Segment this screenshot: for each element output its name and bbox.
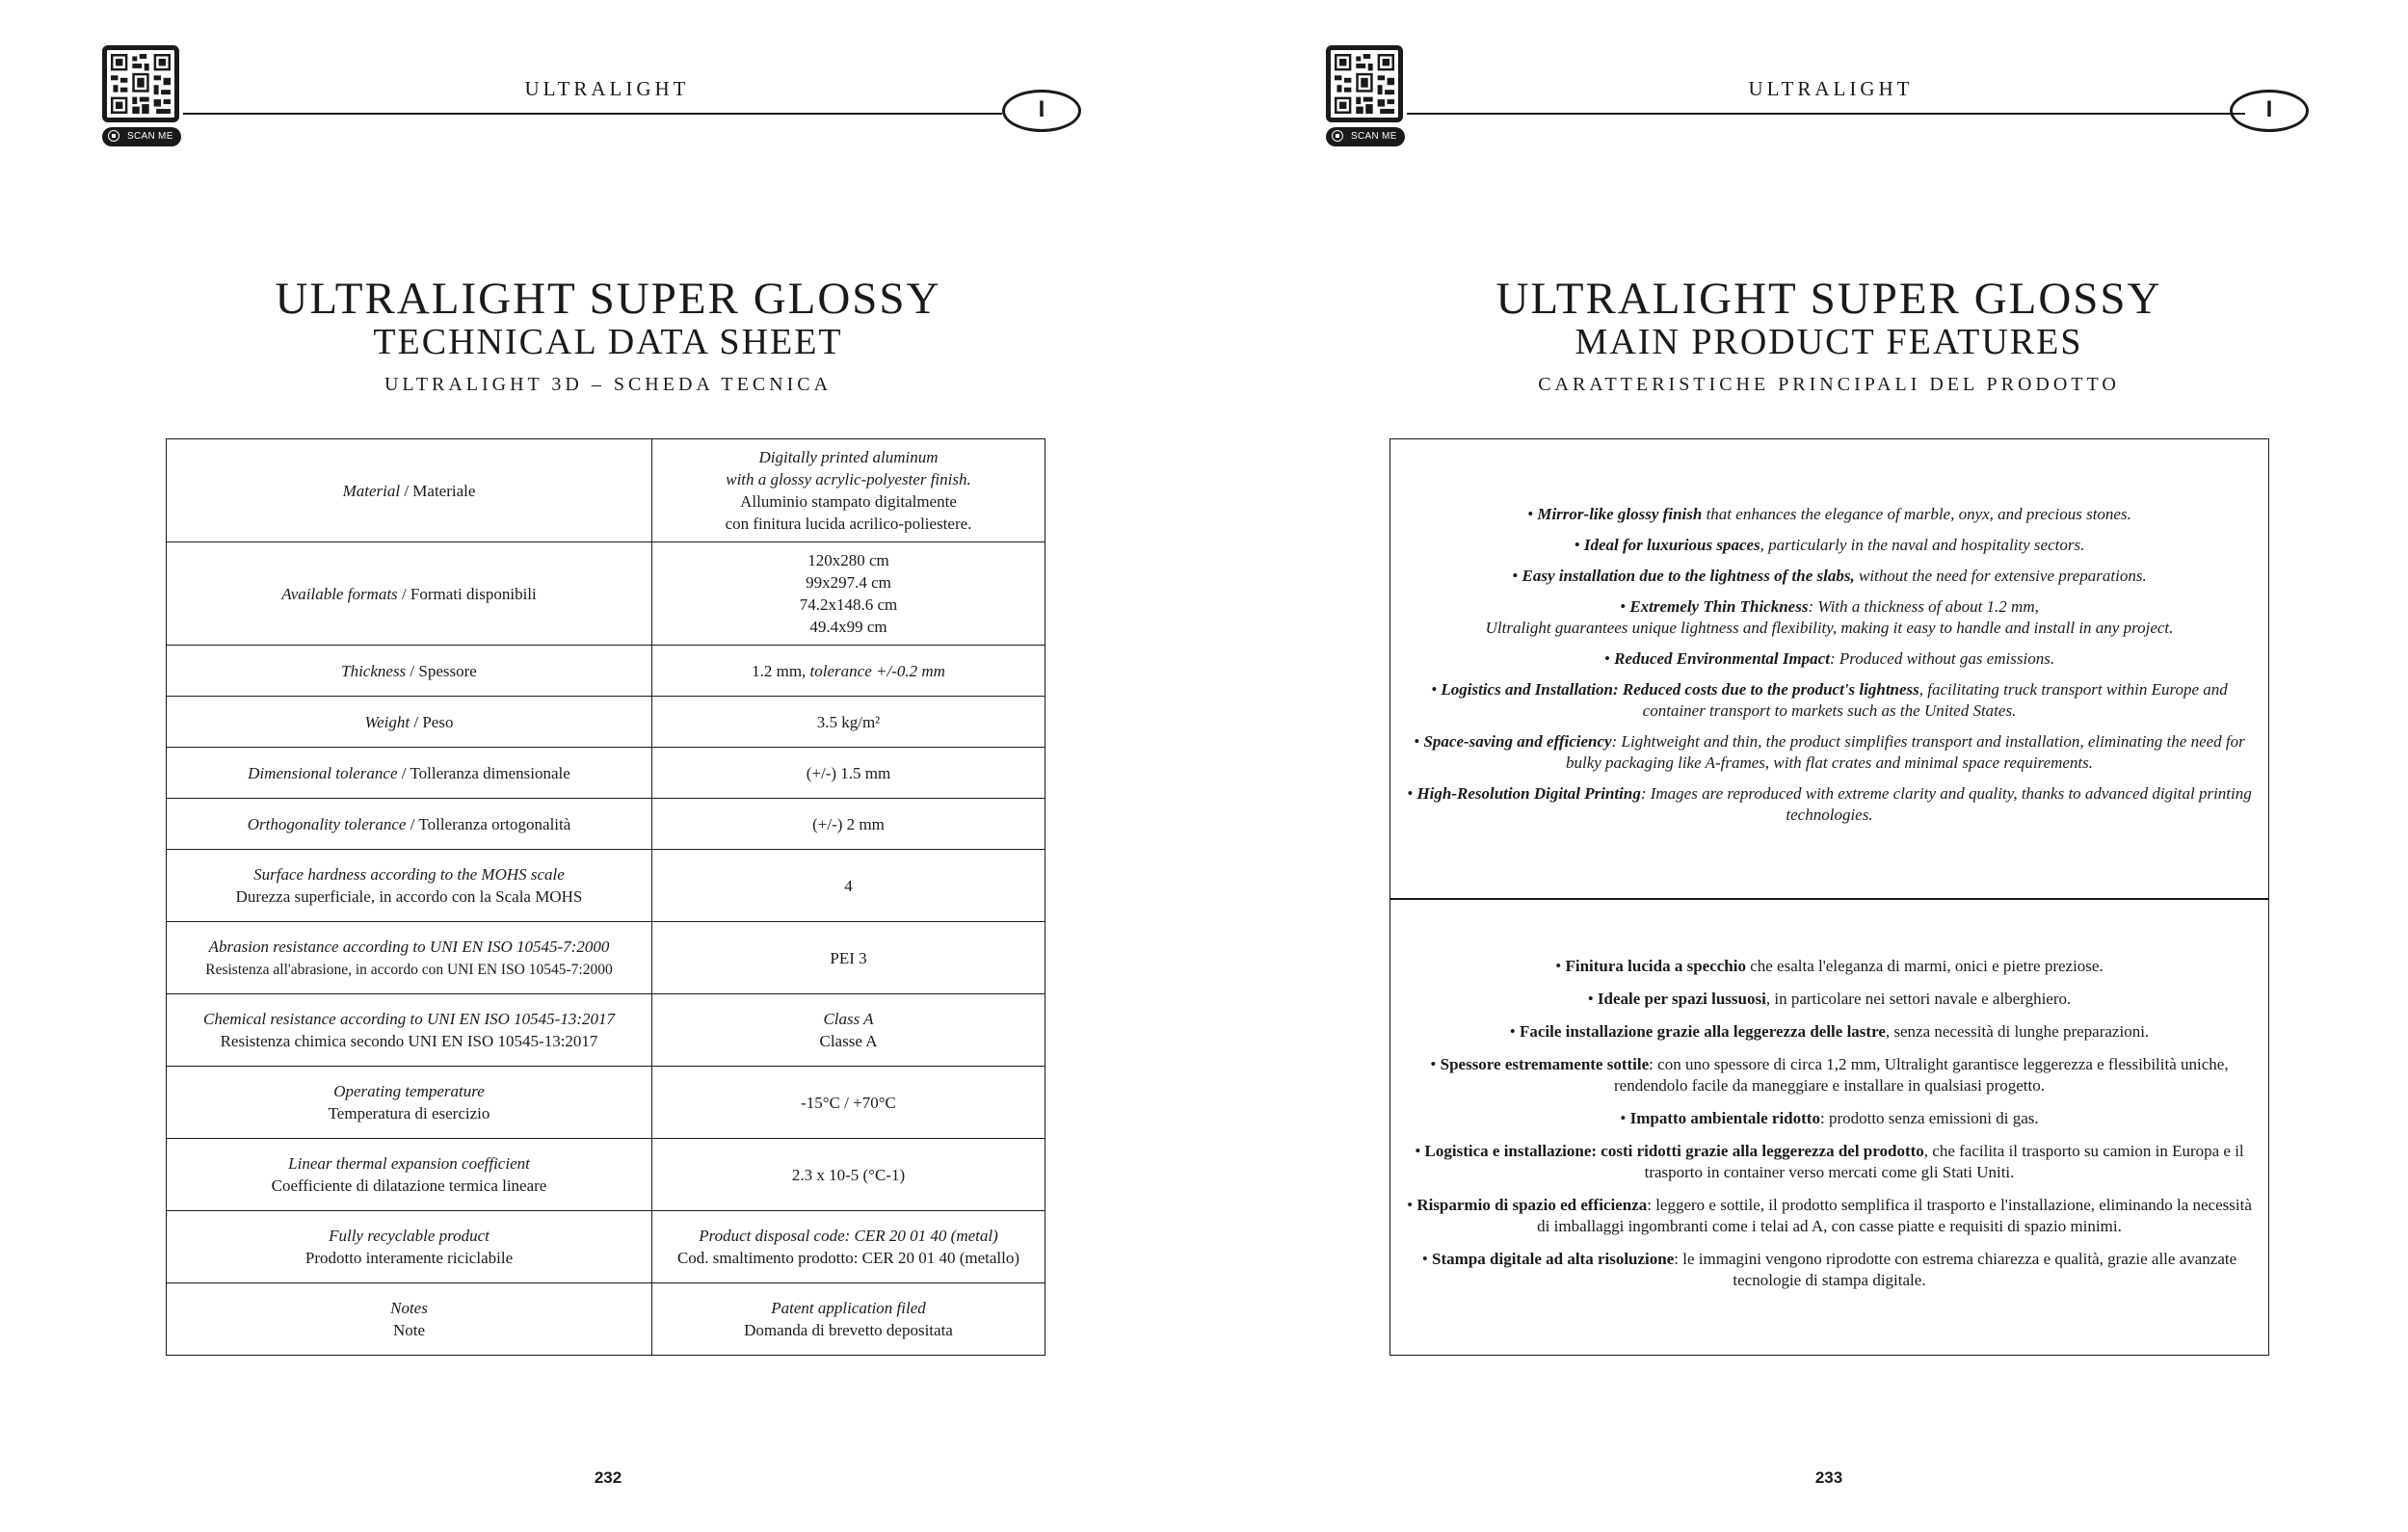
table-key-cell: Available formats / Formati disponibili [167,542,652,646]
table-key-cell: Linear thermal expansion coefficient Coefficiente di dilatazione termica lineare [167,1139,652,1211]
features-list-italian [1400,956,2259,1303]
list-item: • High-Resolution Digital Printing: Images are reproduced with extreme clarity and quality, thanks to advanced digital printing technologies. [1400,783,2259,826]
running-header: ULTRALIGHT [1748,77,1914,100]
page-subtitle-italian: ULTRALIGHT 3D – SCHEDA TECNICA [384,374,833,395]
qr-code-icon[interactable] [102,45,179,122]
table-key-cell: Weight / Peso [167,697,652,748]
table-row [167,1283,1045,1356]
table-row [167,1139,1045,1211]
table-value-cell: (+/-) 1.5 mm [652,748,1045,799]
scan-me-label: SCAN ME [127,131,173,142]
list-item: • Ideal for luxurious spaces, particularly in the naval and hospitality sectors. [1400,535,2259,556]
table-row [167,748,1045,799]
list-item: • Facile installazione grazie alla leggerezza delle lastre, senza necessità di lunghe preparazioni. [1400,1021,2259,1043]
list-item: • Logistica e installazione: costi ridotti grazie alla leggerezza del prodotto, che facilita il trasporto su camion in Europa e il trasporto in container verso mercati come gli Stati Uniti. [1400,1141,2259,1183]
qr-code-pattern [1335,54,1394,114]
table-value-cell: 1.2 mm, tolerance +/-0.2 mm [652,646,1045,697]
scan-icon [108,130,119,142]
table-value-cell: Digitally printed aluminum with a glossy acrylic-polyester finish. Alluminio stampato digitalmente con finitura lucida acrilico-poliestere. [652,439,1045,542]
list-item: • Risparmio di spazio ed efficienza: leggero e sottile, il prodotto semplifica il trasporto e l'installazione, eliminando la necessità di imballaggi ingombranti come i telai ad A, con casse piatte e requisiti di spazio minimi. [1400,1195,2259,1237]
qr-code-pattern [111,54,171,114]
table-key-cell: Material / Materiale [167,439,652,542]
table-row [167,850,1045,922]
scan-me-label: SCAN ME [1351,131,1397,142]
table-row [167,1211,1045,1283]
table-row [167,1067,1045,1139]
list-item: • Space-saving and efficiency: Lightweight and thin, the product simplifies transport and installation, eliminating the need for bulky packaging like A-frames, with flat crates and minimal space requirements. [1400,731,2259,774]
list-item: • Finitura lucida a specchio che esalta l'eleganza di marmi, onici e pietre preziose. [1400,956,2259,977]
table-row [167,542,1045,646]
page-subtitle-italian: CARATTERISTICHE PRINCIPALI DEL PRODOTTO [1538,374,2120,395]
table-key-cell: Notes Note [167,1283,652,1356]
table-value-cell: Class A Classe A [652,994,1045,1067]
list-item: • Mirror-like glossy finish that enhances the elegance of marble, onyx, and precious stones. [1400,504,2259,525]
table-row [167,799,1045,850]
page-title: ULTRALIGHT SUPER GLOSSY [275,274,941,324]
table-key-cell: Chemical resistance according to UNI EN ISO 10545-13:2017 Resistenza chimica secondo UNI EN ISO 10545-13:2017 [167,994,652,1067]
list-item: • Stampa digitale ad alta risoluzione: le immagini vengono riprodotte con estrema chiarezza e qualità, grazie alle avanzate tecnologie di stampa digitale. [1400,1249,2259,1291]
page-number: 232 [594,1468,622,1487]
table-row [167,697,1045,748]
page-subtitle: MAIN PRODUCT FEATURES [1574,322,2083,362]
section-divider [1390,898,2268,900]
list-item: • Spessore estremamente sottile: con uno spessore di circa 1,2 mm, Ultralight garantisce leggerezza e flessibilità uniche, rendendolo facile da maneggiare e installare in qualsiasi progetto. [1400,1054,2259,1096]
table-value-cell: -15°C / +70°C [652,1067,1045,1139]
list-item: • Logistics and Installation: Reduced costs due to the product's lightness, facilitating truck transport within Europe and container transport to markets such as the United States. [1400,679,2259,722]
page-subtitle: TECHNICAL DATA SHEET [373,322,843,362]
table-key-cell: Thickness / Spessore [167,646,652,697]
scan-me-badge[interactable] [102,127,181,146]
table-value-cell: 4 [652,850,1045,922]
table-key-cell: Dimensional tolerance / Tolleranza dimensionale [167,748,652,799]
table-value-cell: PEI 3 [652,922,1045,994]
table-value-cell: (+/-) 2 mm [652,799,1045,850]
table-key-cell: Orthogonality tolerance / Tolleranza ortogonalità [167,799,652,850]
list-item: • Extremely Thin Thickness: With a thickness of about 1.2 mm, Ultralight guarantees unique lightness and flexibility, making it easy to handle and install in any project. [1400,596,2259,639]
list-item: • Impatto ambientale ridotto: prodotto senza emissioni di gas. [1400,1108,2259,1129]
list-item: • Ideale per spazi lussuosi, in particolare nei settori navale e alberghiero. [1400,989,2259,1010]
table-key-cell: Operating temperature Temperatura di esercizio [167,1067,652,1139]
technical-data-table [166,438,1045,1356]
right-page [1216,0,2408,1532]
running-header: ULTRALIGHT [524,77,690,100]
section-tab-marker: I [1002,90,1081,132]
scan-icon [1332,130,1343,142]
features-list-english [1400,504,2259,835]
page-title: ULTRALIGHT SUPER GLOSSY [1495,274,2162,324]
header-rule [183,113,1002,115]
table-key-cell: Abrasion resistance according to UNI EN ISO 10545-7:2000 Resistenza all'abrasione, in accordo con UNI EN ISO 10545-7:2000 [167,922,652,994]
table-key-cell: Surface hardness according to the MOHS scale Durezza superficiale, in accordo con la Scala MOHS [167,850,652,922]
qr-code-icon[interactable] [1326,45,1403,122]
list-item: • Easy installation due to the lightness of the slabs, without the need for extensive preparations. [1400,566,2259,587]
table-value-cell: 120x280 cm 99x297.4 cm 74.2x148.6 cm 49.4x99 cm [652,542,1045,646]
table-value-cell: Product disposal code: CER 20 01 40 (metal) Cod. smaltimento prodotto: CER 20 01 40 (metallo) [652,1211,1045,1283]
table-value-cell: 2.3 x 10-5 (°C-1) [652,1139,1045,1211]
table-row [167,439,1045,542]
scan-me-badge[interactable] [1326,127,1405,146]
section-tab-marker: I [2230,90,2309,132]
page-number: 233 [1814,1468,1843,1487]
table-row [167,922,1045,994]
table-key-cell: Fully recyclable product Prodotto interamente riciclabile [167,1211,652,1283]
table-value-cell: 3.5 kg/m² [652,697,1045,748]
table-row [167,994,1045,1067]
features-box [1389,438,2269,1356]
list-item: • Reduced Environmental Impact: Produced without gas emissions. [1400,648,2259,670]
table-row [167,646,1045,697]
header-rule [1407,113,2245,115]
table-value-cell: Patent application filed Domanda di brevetto depositata [652,1283,1045,1356]
